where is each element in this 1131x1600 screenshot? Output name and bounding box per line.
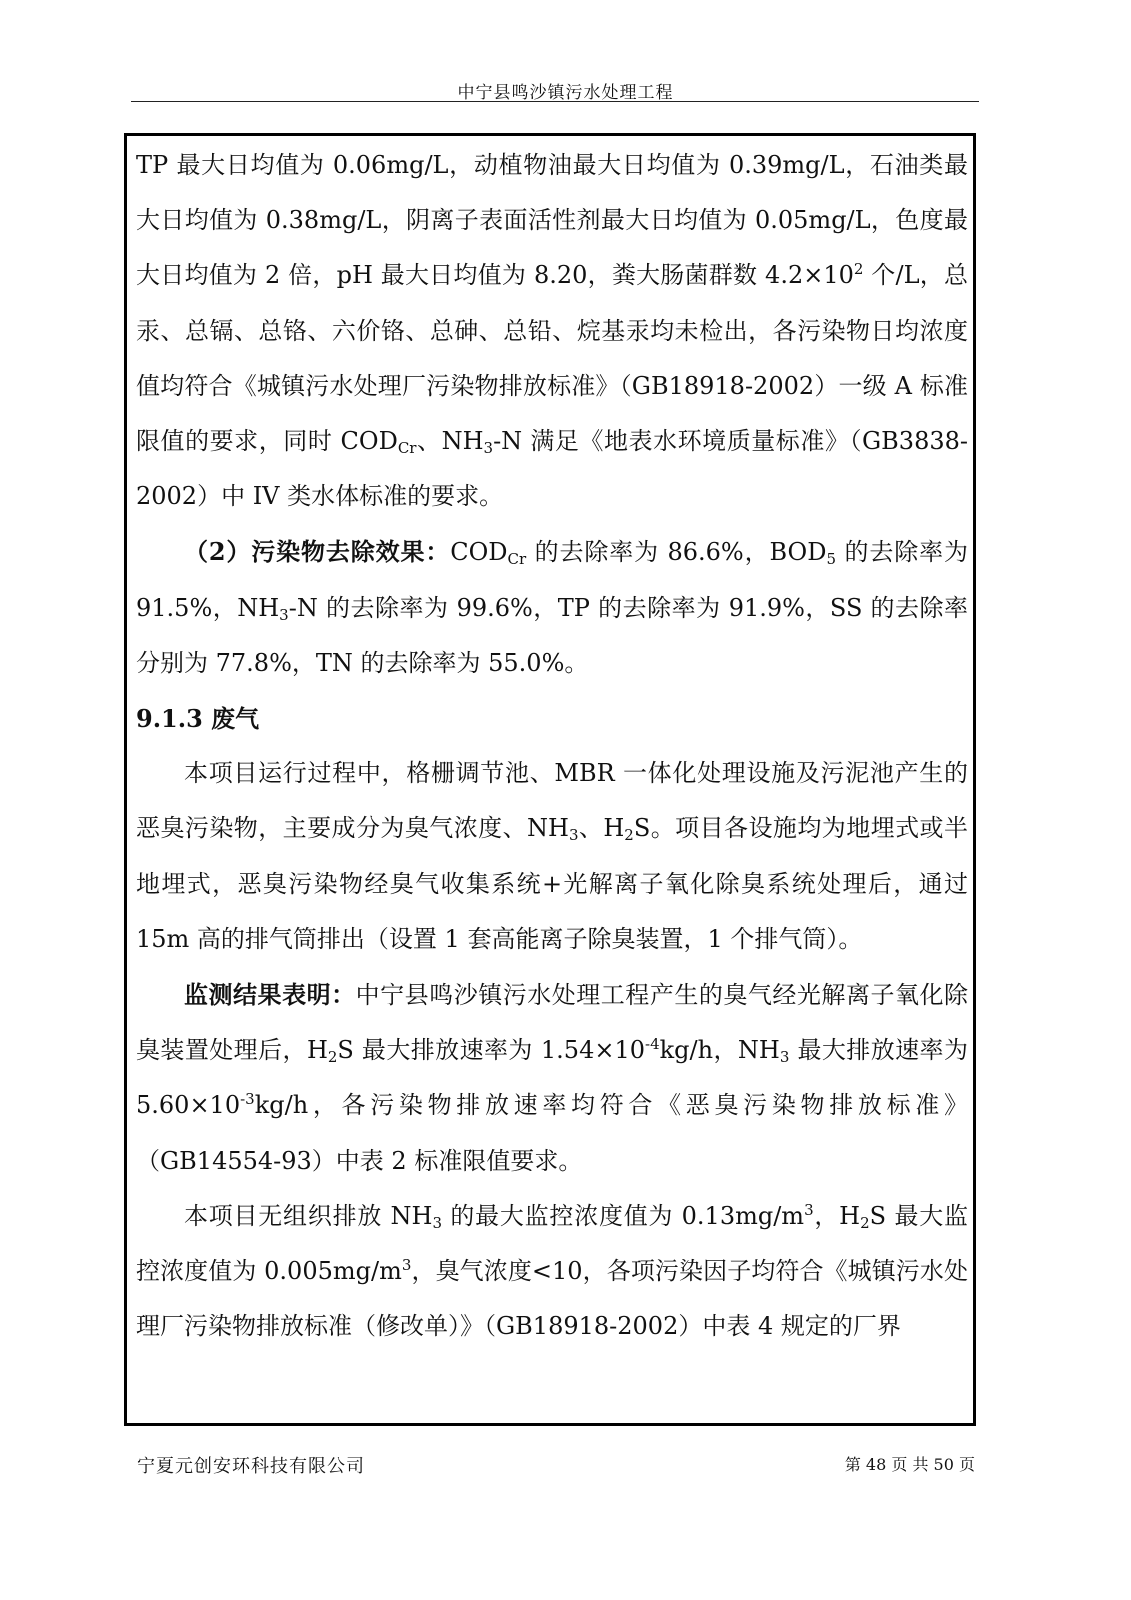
paragraph-label: 监测结果表明： <box>184 980 356 1010</box>
paragraph-label: （2）污染物去除效果： <box>184 537 451 567</box>
text-run: 的最大监控浓度值为 0.13mg/m <box>441 1201 805 1230</box>
subscript: Cr <box>397 439 417 458</box>
superscript: -3 <box>240 1090 255 1109</box>
subscript: 2 <box>327 1048 338 1067</box>
text-run: 、H <box>578 814 625 843</box>
text-run: kg/h，NH <box>659 1036 780 1065</box>
subscript: 3 <box>432 1213 442 1232</box>
text-run: TP 最大日均值为 0.06mg/L，动植物油最大日均值为 0.39mg/L，石油类最大日均值为 0.38mg/L，阴离子表面活性剂最大日均值为 0.05mg/L，色度最大日均值为 2 倍，pH 最大日均值为 8.20，粪大肠菌群数 4.2×10 <box>136 151 968 290</box>
subscript: 5 <box>826 550 837 569</box>
superscript: 3 <box>804 1200 814 1219</box>
header-divider <box>131 101 979 102</box>
text-run: S 最大排放速率为 1.54×10 <box>337 1036 645 1065</box>
text-run: ，H <box>813 1201 861 1230</box>
paragraph-water-results <box>136 138 968 524</box>
superscript: 3 <box>401 1256 412 1275</box>
page-header-title: 中宁县鸣沙镇污水处理工程 <box>457 83 674 103</box>
subscript: 3 <box>568 826 579 845</box>
text-run: S。项目各设施均为地埋式或半地埋式，恶臭污染物经臭气收集系统+光解离子氧化除臭系统处理后，通过 15m 高的排气筒排出（设置 1 套高能离子除臭装置，1 个排气筒）。 <box>136 814 968 953</box>
text-run: kg/h，各污染物排放速率均符合《恶臭污染物排放标准》（GB14554-93）中表 2 标准限值要求。 <box>136 1091 968 1175</box>
subscript: 2 <box>860 1213 870 1232</box>
subscript: 2 <box>624 826 634 845</box>
text-run: -N 的去除率为 99.6%，TP 的去除率为 91.9%，SS 的去除率分别为 77.8%，TN 的去除率为 55.0%。 <box>136 593 969 677</box>
paragraph-removal-efficiency <box>136 524 968 691</box>
text-run: 本项目无组织排放 NH <box>184 1201 433 1230</box>
superscript: 2 <box>853 260 864 279</box>
subscript: 3 <box>779 1048 790 1067</box>
subscript: 3 <box>279 605 289 624</box>
footer-page-number: 第 48 页 共 50 页 <box>844 1455 975 1474</box>
subscript: Cr <box>507 550 527 569</box>
text-run: -N 满足《地表水环境质量标准》（GB3838-2002）中 IV 类水体标准的要求。 <box>136 427 968 511</box>
text-run: 的去除率为 91.5%，NH <box>136 538 968 622</box>
text-run: 本项目运行过程中，格栅调节池、MBR 一体化处理设施及污泥池产生的恶臭污染物，主要成分为臭气浓度、NH <box>136 759 968 843</box>
footer-company: 宁夏元创安环科技有限公司 <box>137 1456 365 1477</box>
text-run: 、NH <box>416 427 484 456</box>
text-run: COD <box>450 538 508 567</box>
subscript: 3 <box>483 439 494 458</box>
paragraph-fugitive-emissions <box>136 1189 968 1355</box>
text-run: 的去除率为 86.6%，BOD <box>526 538 827 567</box>
paragraph-odor-treatment <box>136 746 968 967</box>
text-run: 个/L，总汞、总镉、总铬、六价铬、总砷、总铅、烷基汞均未检出，各污染物日均浓度值均符合《城镇污水处理厂污染物排放标准》（GB18918-2002）一级 A 标准限值的要求，同时 COD <box>136 261 969 456</box>
document-body <box>136 138 968 1354</box>
paragraph-monitoring-results <box>136 967 968 1189</box>
superscript: -4 <box>645 1035 660 1054</box>
text-run: S 最大监控浓度值为 0.005mg/m <box>136 1201 968 1286</box>
text-run: 最大排放速率为 5.60×10 <box>136 1036 968 1120</box>
text-run: ，臭气浓度<10，各项污染因子均符合《城镇污水处理厂污染物排放标准（修改单）》（GB18918-2002）中表 4 规定的厂界 <box>136 1257 968 1341</box>
section-heading: 9.1.3 废气 <box>136 704 260 734</box>
text-run: 中宁县鸣沙镇污水处理工程产生的臭气经光解离子氧化除臭装置处理后，H <box>136 981 969 1065</box>
